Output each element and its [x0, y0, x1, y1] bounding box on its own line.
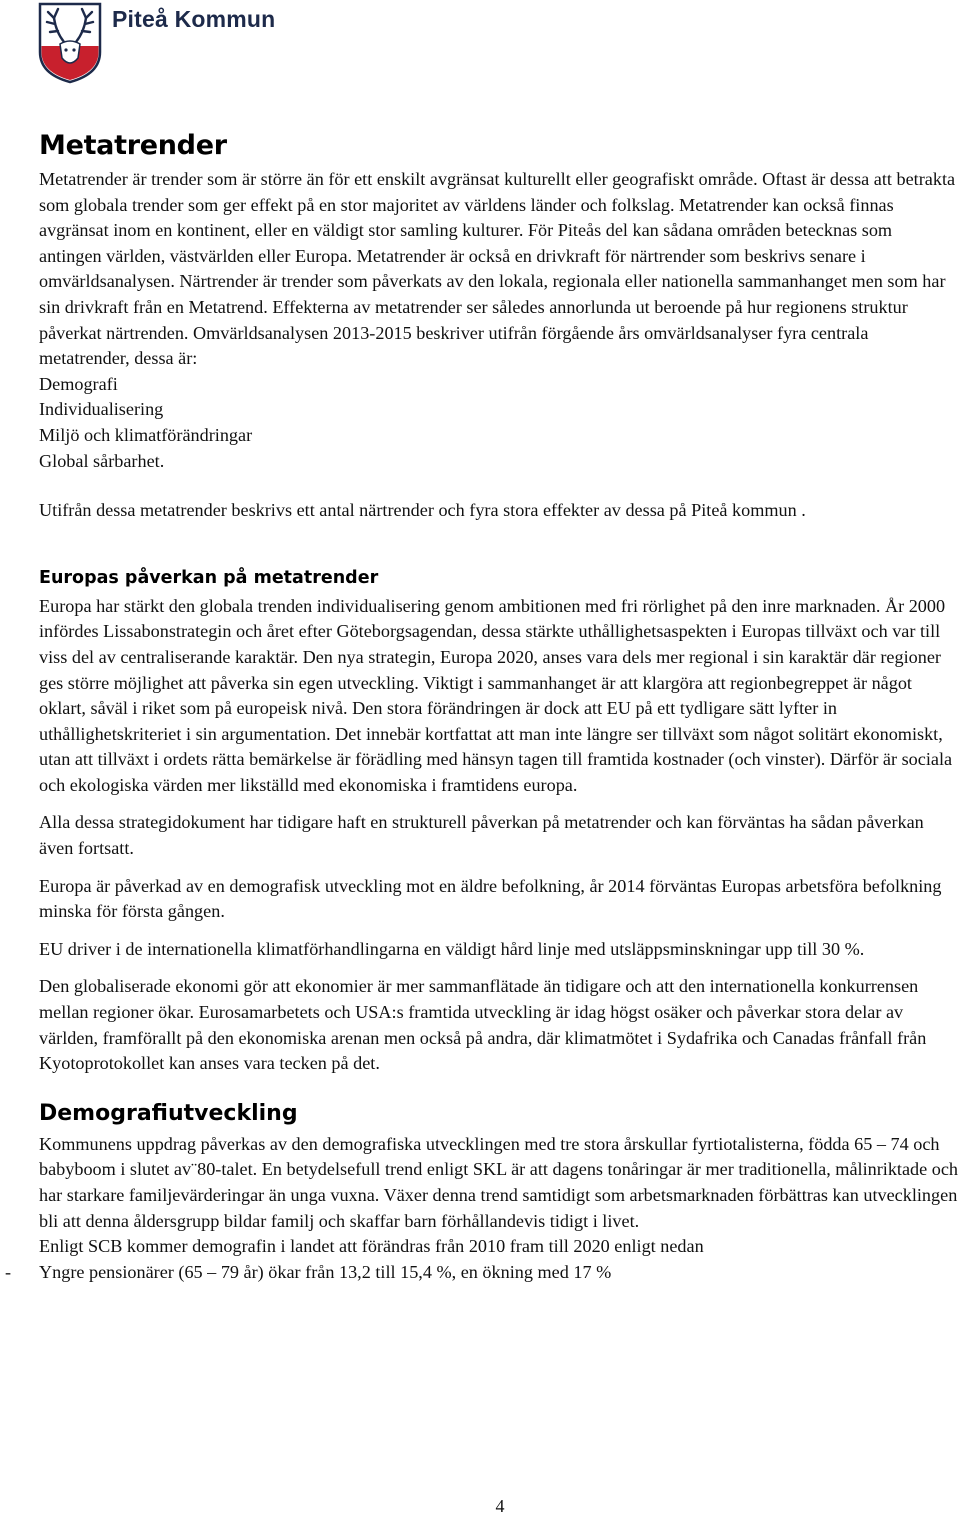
paragraph: Kommunens uppdrag påverkas av den demografiska utvecklingen med tre stora årskullar fyrtiotalisterna, födda 65 – 74 och babyboom i slutet av¨80-talet. En betydelsefull trend enligt SKL är att dagens tonåringar är mer traditionella, målinriktade och har starkare familjevärderingar än unga vuxna. Växer denna trend samtidigt som arbetsmarknaden förbättras kan utvecklingen bli att denna åldersgrupp bildar familj och skaffar barn förhållandevis tidigt i livet. — [39, 1133, 959, 1231]
bullet-dash: - — [5, 1261, 12, 1282]
paragraph: Europa har stärkt den globala trenden individualisering genom ambitionen med fri rörlighet på den inre marknaden. År 2000 infördes Lissabonstrategin och året efter Göteborgsagendan, dessa stärkte uthållighetsaspekten i Europas tillväxt och var till viss del av centraliserande karaktär. Den nya strategin, Europa 2020, anses vara dels mer regional i sin karaktär där regioner ges större möjlighet att påverka sin egen utveckling. Viktigt i sammanhanget är att klargöra att regionbegreppet är något oklart, såväl i riket som på europeisk nivå. Den stora förändringen är dock att EU på ett tydligare sätt lyfter in uthållighetskriteriet i sin argumentation. Det innebär kortfattat att man inte längre ser tillväxt som något solitärt ekonomiskt, utan att tillväxt i ordets rätta bemärkelse är förädling med hänsyn tagen till framtida kostnader (och vinster). Därför är sociala och ekologiska värden mer likställd med ekonomiska i framtidens europa. — [39, 595, 953, 795]
document-body — [5, 130, 959, 1285]
paragraph: EU driver i de internationella klimatförhandlingarna en väldigt hård linje med utsläppsminskningar upp till 30 %. — [39, 938, 865, 959]
list-item: Miljö och klimatförändringar — [39, 424, 253, 445]
bullet-text: Yngre pensionärer (65 – 79 år) ökar från 13,2 till 15,4 %, en ökning med 17 % — [39, 1261, 612, 1282]
paragraph: Alla dessa strategidokument har tidigare haft en strukturell påverkan på metatrender och kan förväntas ha sådan påverkan även fortsatt. — [39, 812, 924, 859]
section-title-metatrender: Metatrender — [39, 130, 227, 161]
bullet-item — [5, 1260, 959, 1286]
list-item: Global sårbarhet. — [39, 450, 165, 471]
page-number: 4 — [495, 1496, 505, 1516]
section-title-demografiutveckling: Demografiutveckling — [39, 1100, 298, 1126]
header — [38, 2, 338, 88]
reindeer-shield-icon — [38, 2, 102, 84]
paragraph: Metatrender är trender som är större än för ett enskilt avgränsat kulturellt eller geografiskt område. Oftast är dessa att betrakta som globala trender som ger effekt på en stor majoritet av världens länder och folkslag. Metatrender kan också finnas avgränsat inom en kontinent, eller en väldigt stor samling kulturer. För Piteås del kan sådana områden betecknas som antingen världen, västvärlden eller Europa. Metatrender är också en drivkraft för närtrender som beskrivs senare i omvärldsanalysen. Närtrender är trender som påverkats av den lokala, regionala eller nationella sammanhanget men som har sin drivkraft från en Metatrend. Effekterna av metatrender ser således annorlunda ut beroende på hur regionens struktur påverkat närtrenden. Omvärldsanalysen 2013-2015 beskriver utifrån förgående års omvärldsanalyser fyra centrala metatrender, dessa är: — [39, 169, 956, 369]
paragraph: Utifrån dessa metatrender beskrivs ett antal närtrender och fyra stora effekter av dessa på Piteå kommun . — [39, 500, 806, 521]
brand-name: Piteå Kommun — [112, 6, 276, 32]
list-item: Demografi — [39, 373, 118, 394]
paragraph: Enligt SCB kommer demografin i landet att förändras från 2010 fram till 2020 enligt nedan — [39, 1236, 704, 1257]
list-item: Individualisering — [39, 399, 164, 420]
paragraph: Europa är påverkad av en demografisk utveckling mot en äldre befolkning, år 2014 förväntas Europas arbetsföra befolkning minska för första gången. — [39, 875, 942, 922]
section-title-europas-paverkan: Europas påverkan på metatrender — [39, 567, 379, 588]
paragraph: Den globaliserade ekonomi gör att ekonomier är mer sammanflätade än tidigare och att den internationella konkurrensen mellan regioner ökar. Eurosamarbetets och USA:s framtida utveckling är idag högst osäker och påverkar stora delar av världen, framförallt på den ekonomiska arenan men också på andra, där klimatmötet i Sydafrika och Canadas frånfall från Kyotoprotokollet kan anses vara tecken på det. — [39, 976, 927, 1074]
